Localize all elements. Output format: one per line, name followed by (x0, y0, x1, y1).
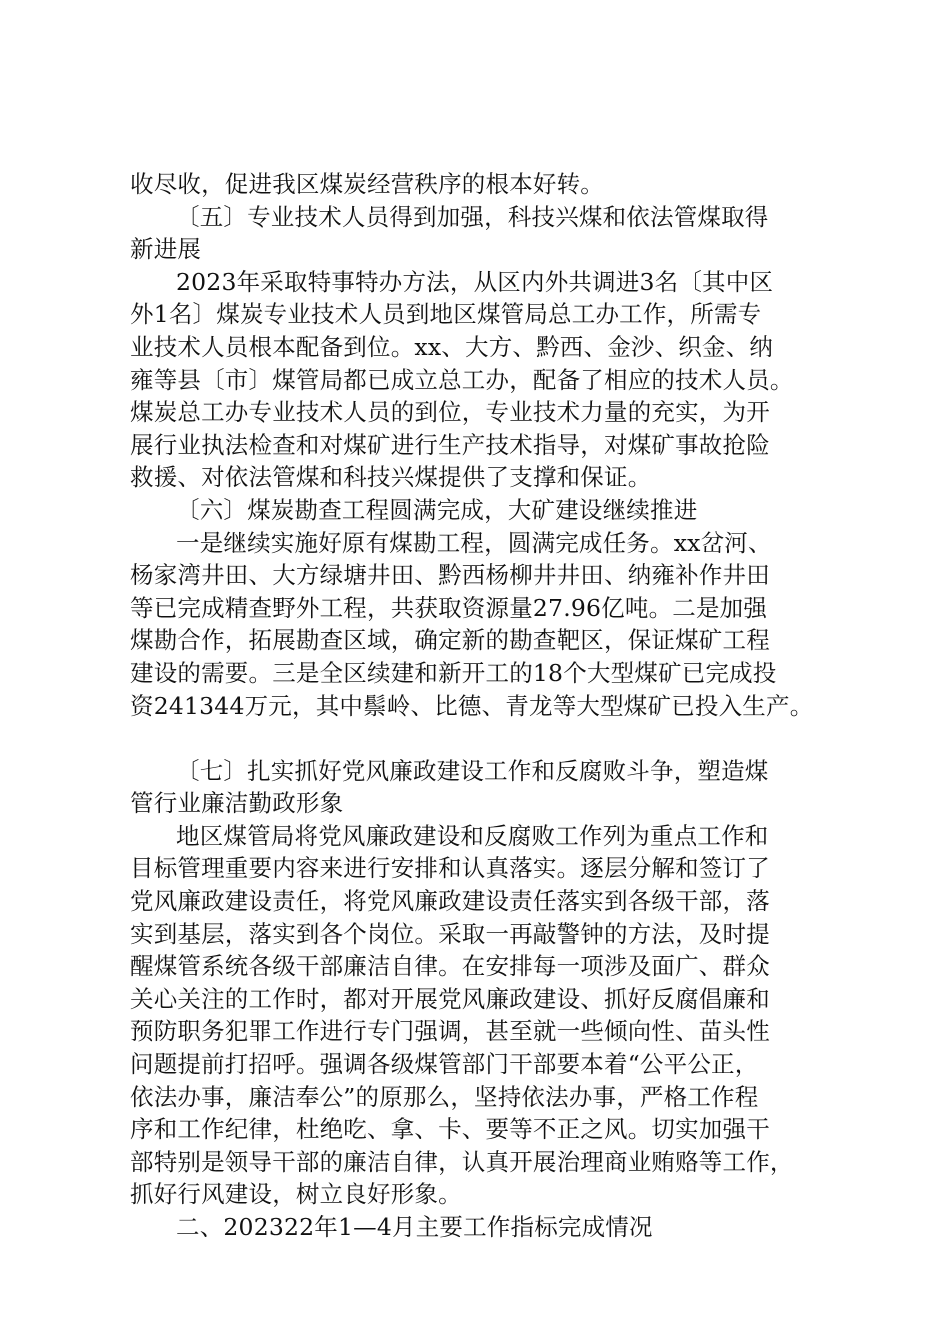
text-line: 救援、对依法管煤和科技兴煤提供了支撑和保证。 (130, 463, 652, 492)
section-heading-7: 〔七〕扎实抓好党风廉政建设工作和反腐败斗争，塑造煤 (176, 756, 769, 785)
text-line: 实到基层，落实到各个岗位。采取一再敲警钟的方法，及时提 (130, 919, 770, 948)
text-line: 煤勘合作，拓展勘查区域，确定新的勘查靶区，保证煤矿工程 (130, 626, 770, 655)
section-heading-5: 〔五〕专业技术人员得到加强，科技兴煤和依法管煤取得 (176, 202, 769, 231)
text-line: 地区煤管局将党风廉政建设和反腐败工作列为重点工作和 (176, 821, 769, 850)
text-line: 2023年采取特事特办方法，从区内外共调进3名〔其中区 (176, 267, 774, 296)
text-line: 煤炭总工办专业技术人员的到位，专业技术力量的充实，为开 (130, 398, 770, 427)
text-line: 展行业执法检查和对煤矿进行生产技术指导，对煤矿事故抢险 (130, 430, 770, 459)
text-line: 问题提前打招呼。强调各级煤管部门干部要本着“公平公正， (130, 1050, 759, 1079)
section-heading-2: 二、202322年1—4月主要工作指标完成情况 (176, 1213, 653, 1241)
text-line: 目标管理重要内容来进行安排和认真落实。逐层分解和签订了 (130, 854, 770, 883)
text-line: 等已完成精查野外工程，共获取资源量27.96亿吨。二是加强 (130, 593, 768, 622)
section-heading-7-cont: 管行业廉洁勤政形象 (130, 789, 344, 818)
text-line: 收尽收，促进我区煤炭经营秩序的根本好转。 (130, 170, 604, 198)
text-line: 党风廉政建设责任，将党风廉政建设责任落实到各级干部，落 (130, 887, 770, 916)
text-line: 抓好行风建设，树立良好形象。 (130, 1180, 462, 1209)
text-line: 醒煤管系统各级干部廉洁自律。在安排每一项涉及面广、群众 (130, 952, 770, 981)
text-line: 关心关注的工作时，都对开展党风廉政建设、抓好反腐倡廉和 (130, 984, 770, 1013)
section-heading-6: 〔六〕煤炭勘查工程圆满完成，大矿建设继续推进 (176, 495, 698, 524)
text-line: 资241344万元，其中鬃岭、比德、青龙等大型煤矿已投入生产。 (130, 691, 814, 720)
blank-line (130, 722, 846, 755)
section-heading-5-cont: 新进展 (130, 235, 202, 264)
text-line: 雍等县〔市〕煤管局都已成立总工办，配备了相应的技术人员。 (130, 365, 794, 394)
text-line: 部特别是领导干部的廉洁自律，认真开展治理商业贿赂等工作， (130, 1147, 794, 1176)
document-page (130, 168, 846, 1244)
text-line: 一是继续实施好原有煤勘工程，圆满完成任务。xx岔河、 (176, 528, 772, 557)
text-line: 预防职务犯罪工作进行专门强调，甚至就一些倾向性、苗头性 (130, 1017, 770, 1046)
text-line: 外1名〕煤炭专业技术人员到地区煤管局总工办工作，所需专 (130, 300, 762, 329)
text-line: 建设的需要。三是全区续建和新开工的18个大型煤矿已完成投 (130, 658, 777, 687)
text-line: 杨家湾井田、大方绿塘井田、黔西杨柳井井田、纳雍补作井田 (130, 561, 770, 590)
text-line: 依法办事，廉洁奉公”的原那么，坚持依法办事，严格工作程 (130, 1082, 759, 1111)
text-line: 序和工作纪律，杜绝吃、拿、卡、要等不正之风。切实加强干 (130, 1115, 770, 1144)
text-line: 业技术人员根本配备到位。xx、大方、黔西、金沙、织金、纳 (130, 332, 774, 361)
